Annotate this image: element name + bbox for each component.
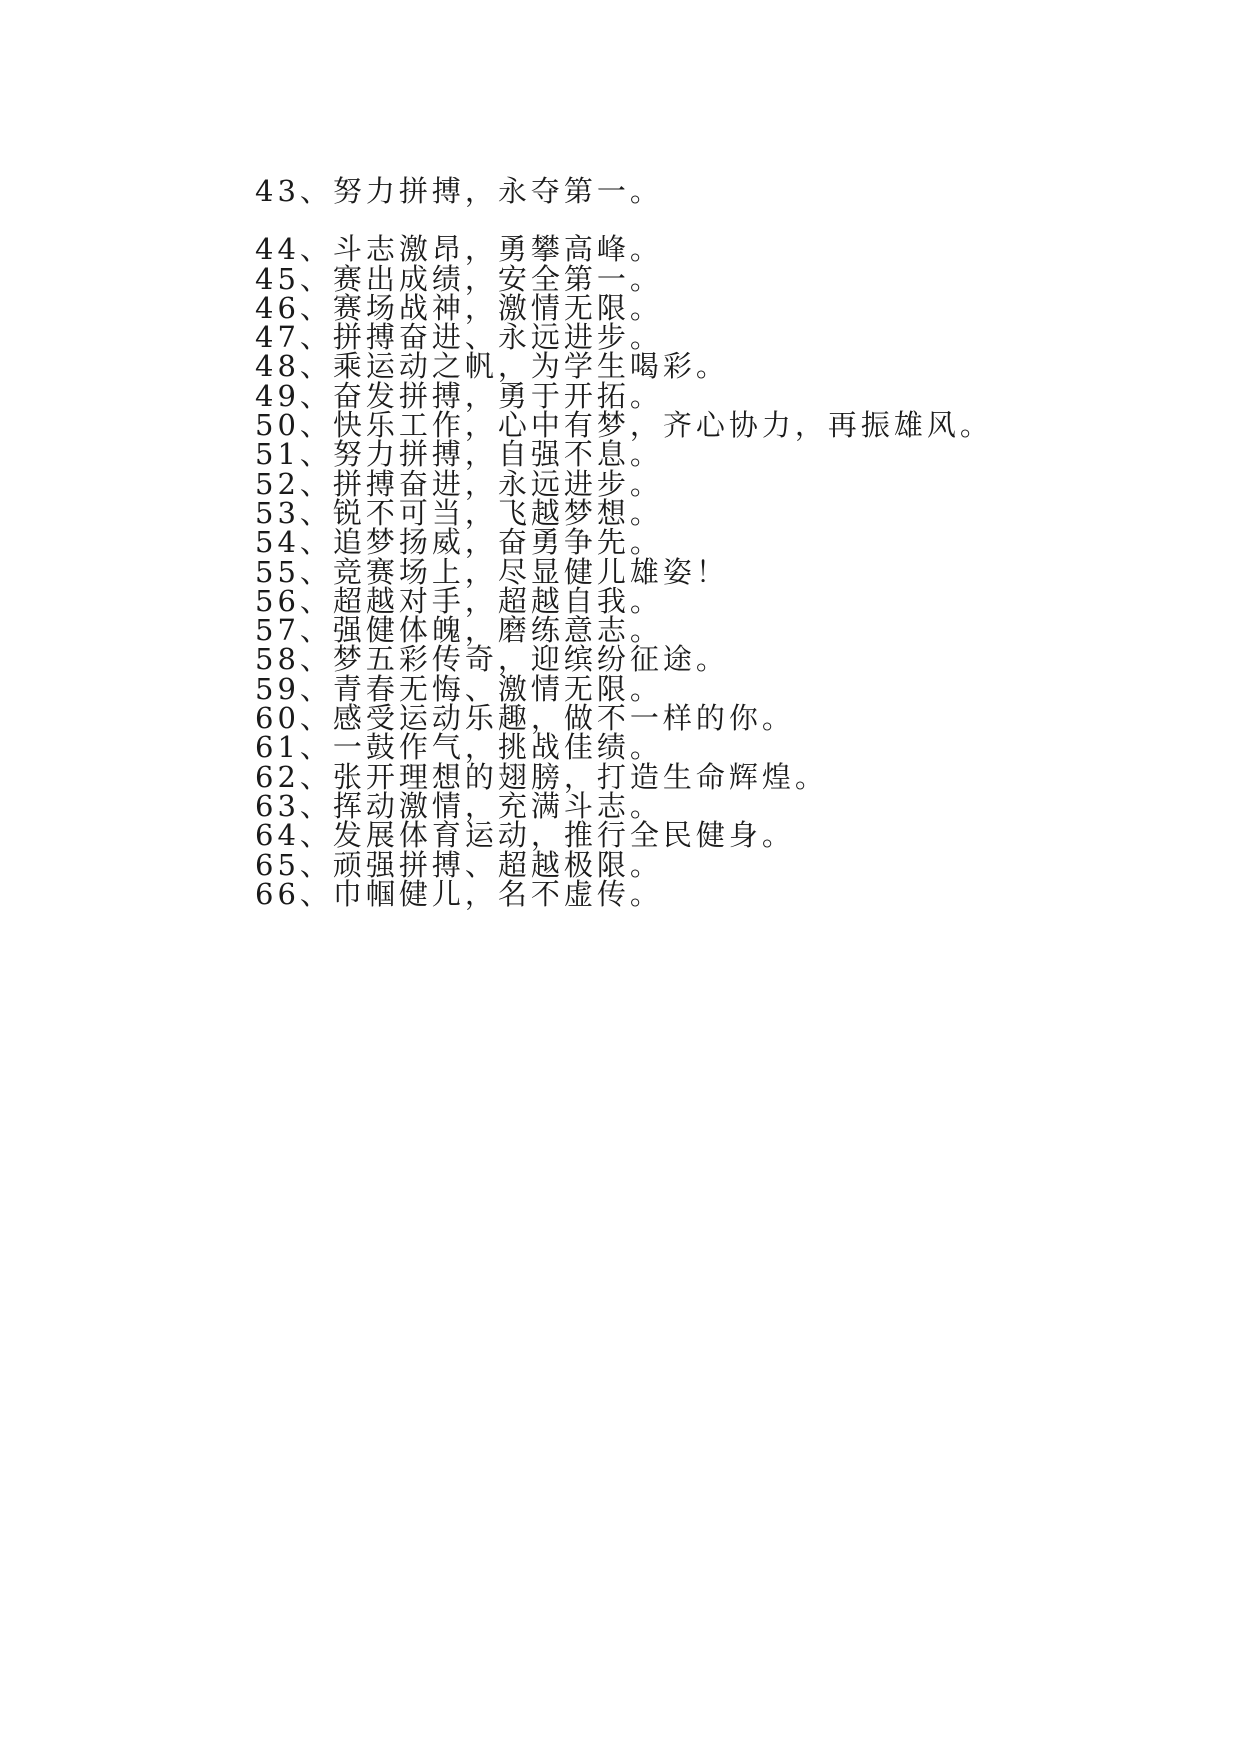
list-item: 55、竞赛场上，尽显健儿雄姿！ (255, 554, 729, 589)
list-item: 63、挥动激情，充满斗志。 (255, 788, 663, 823)
list-item: 60、感受运动乐趣，做不一样的你。 (255, 701, 795, 736)
list-item: 66、巾帼健儿，名不虚传。 (255, 876, 663, 911)
list-item: 46、赛场战神，激情无限。 (255, 290, 663, 325)
list-item: 47、拼搏奋进、永远进步。 (255, 320, 663, 355)
list-item: 58、梦五彩传奇，迎缤纷征途。 (255, 642, 729, 677)
list-item: 54、追梦扬威，奋勇争先。 (255, 525, 663, 560)
list-item: 65、顽强拼搏、超越极限。 (255, 847, 663, 882)
list-item: 48、乘运动之帆，为学生喝彩。 (255, 349, 729, 384)
list-item: 57、强健体魄，磨练意志。 (255, 613, 663, 648)
list-item: 61、一鼓作气，挑战佳绩。 (255, 730, 663, 765)
list-item: 53、锐不可当，飞越梦想。 (255, 495, 663, 530)
list-item: 62、张开理想的翅膀，打造生命辉煌。 (255, 759, 828, 794)
list-item: 51、努力拼搏，自强不息。 (255, 437, 663, 472)
list-item: 59、青春无悔、激情无限。 (255, 671, 663, 706)
slogan-list (255, 162, 1155, 911)
list-item: 49、奋发拼搏，勇于开拓。 (255, 378, 663, 413)
list-item: 56、超越对手，超越自我。 (255, 583, 663, 618)
list-item: 43、努力拼搏，永夺第一。 (255, 174, 663, 208)
list-item: 50、快乐工作，心中有梦，齐心协力，再振雄风。 (255, 408, 993, 443)
list-item: 44、斗志激昂，勇攀高峰。 (255, 232, 663, 267)
list-item: 45、赛出成绩，安全第一。 (255, 261, 663, 296)
list-item: 52、拼搏奋进，永远进步。 (255, 466, 663, 501)
list-item: 64、发展体育运动，推行全民健身。 (255, 818, 795, 853)
